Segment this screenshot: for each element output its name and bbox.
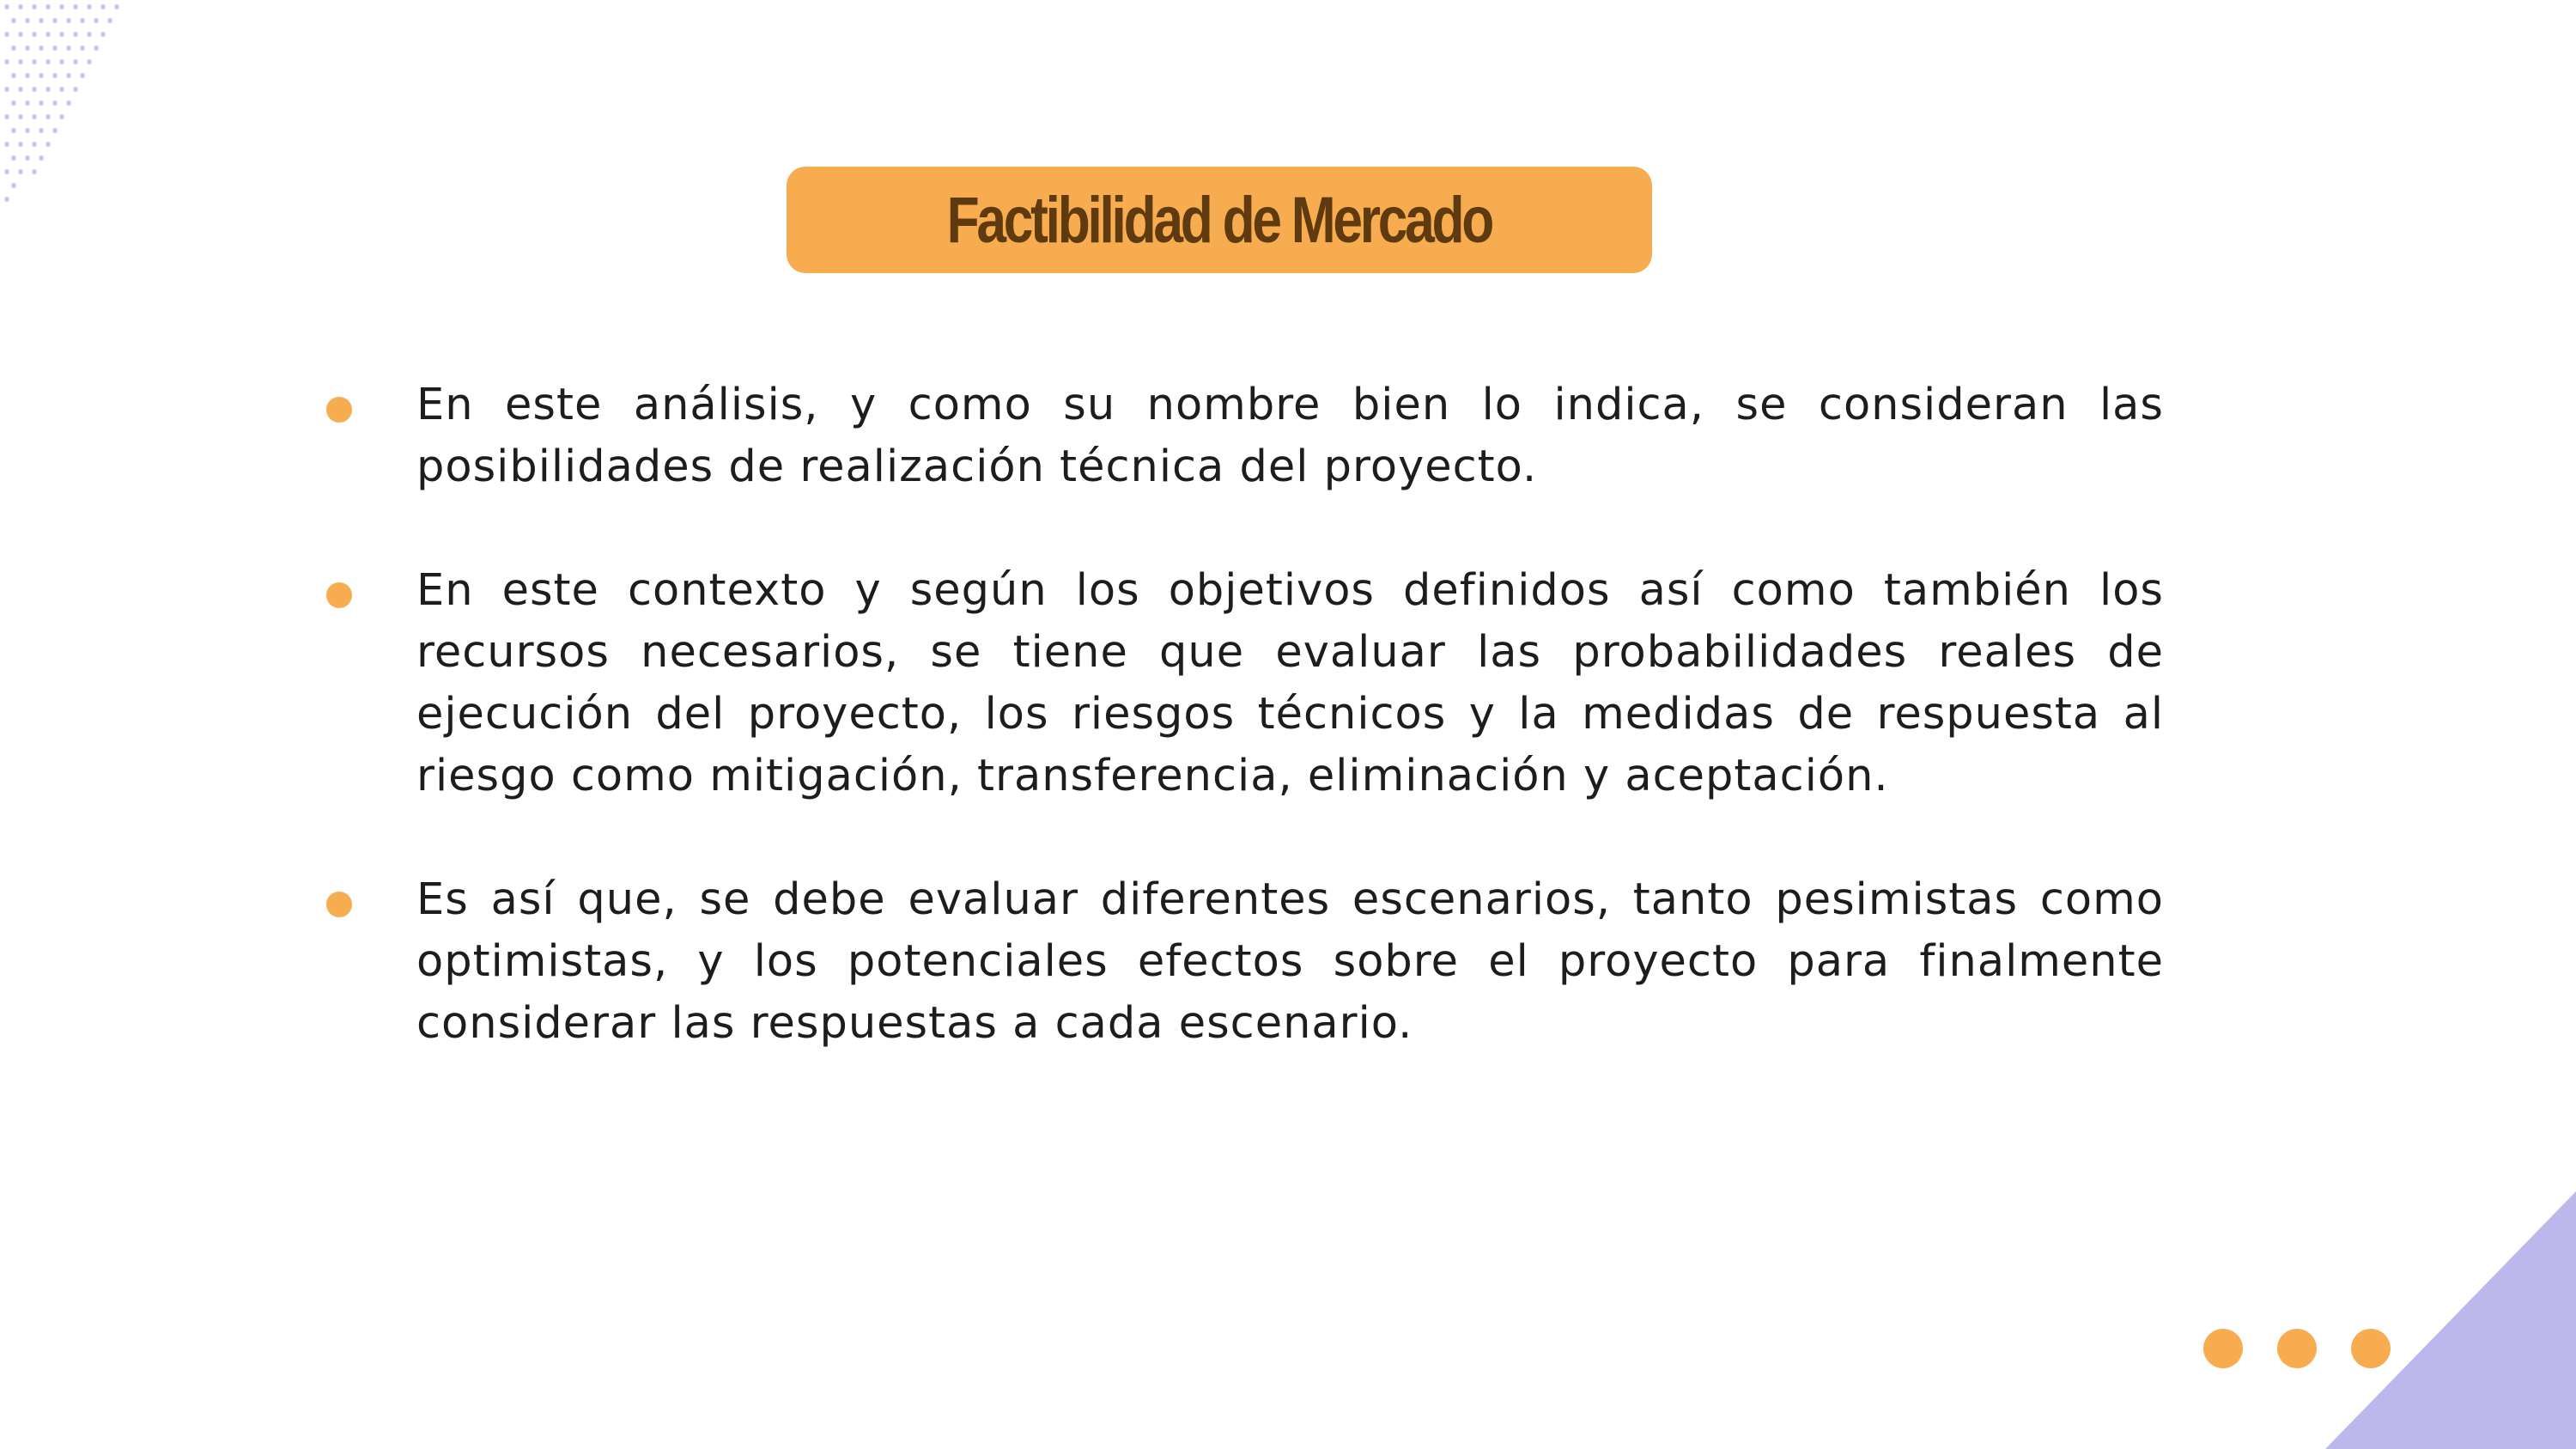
pattern-dot	[59, 59, 64, 64]
pattern-dot	[80, 18, 85, 23]
pattern-dot	[4, 197, 9, 202]
bullet-text: Es así que, se debe evaluar diferentes escenarios, tanto pesimistas como optimistas, y los potenciales efectos sobre el proyecto para finalmente considerar las respuestas a cada escenario.	[416, 874, 2164, 1049]
pattern-dot	[18, 87, 23, 92]
pattern-dot	[46, 114, 51, 119]
pattern-dot	[18, 59, 23, 64]
pattern-dot	[66, 18, 71, 23]
pattern-dot	[114, 4, 119, 9]
pattern-dot	[18, 169, 23, 174]
pattern-dot	[73, 32, 78, 37]
pattern-dot	[39, 73, 44, 78]
pattern-dot	[18, 4, 23, 9]
pattern-dot	[39, 155, 44, 161]
pattern-dot	[32, 142, 37, 147]
pattern-dot	[18, 142, 23, 147]
pattern-dot	[11, 46, 16, 51]
pattern-dot	[4, 59, 9, 64]
pattern-dot	[39, 18, 44, 23]
pattern-dot	[32, 87, 37, 92]
pattern-dot	[32, 4, 37, 9]
pattern-dot	[52, 73, 58, 78]
pattern-dot	[25, 128, 30, 133]
pattern-dot	[66, 73, 71, 78]
pattern-dot	[32, 114, 37, 119]
pattern-dot	[32, 32, 37, 37]
dotted-pattern-icon	[0, 0, 129, 215]
page-title: Factibilidad de Mercado	[946, 183, 1492, 257]
pattern-dot	[100, 32, 106, 37]
pattern-dot	[59, 114, 64, 119]
pattern-dot	[32, 169, 37, 174]
pattern-dot	[100, 4, 106, 9]
dot-icon	[2277, 1329, 2317, 1368]
pattern-dot	[4, 142, 9, 147]
pattern-dot	[25, 46, 30, 51]
pattern-dot	[25, 73, 30, 78]
pattern-dot	[11, 155, 16, 161]
pattern-dot	[52, 128, 58, 133]
pattern-dot	[25, 100, 30, 106]
pattern-dot	[18, 32, 23, 37]
pattern-dot	[66, 46, 71, 51]
pattern-dot	[25, 155, 30, 161]
bullet-dot-icon	[326, 582, 352, 608]
bullet-dot-icon	[326, 397, 352, 423]
pattern-dot	[39, 128, 44, 133]
bullet-text: En este contexto y según los objetivos definidos así como también los recursos necesarios, se tiene que evaluar las probabilidades reales de ejecución del proyecto, los riesgos técnicos y la medidas de respuesta al riesgo como mitigación, transferencia, eliminación y aceptación.	[416, 565, 2164, 801]
pattern-dot	[39, 46, 44, 51]
bullet-list	[326, 374, 2164, 1117]
bullet-text: En este análisis, y como su nombre bien lo indica, se consideran las posibilidades de realización técnica del proyecto.	[416, 380, 2164, 492]
pattern-dot	[11, 128, 16, 133]
pattern-dot	[73, 4, 78, 9]
pattern-dot	[4, 87, 9, 92]
pattern-dot	[59, 4, 64, 9]
pattern-dot	[39, 100, 44, 106]
pattern-dot	[46, 59, 51, 64]
pattern-dot	[4, 169, 9, 174]
list-item	[326, 374, 2164, 498]
pattern-dot	[107, 18, 112, 23]
pattern-dot	[46, 142, 51, 147]
bullet-dot-icon	[326, 892, 352, 917]
pattern-dot	[32, 59, 37, 64]
pattern-dot	[4, 4, 9, 9]
pattern-dot	[80, 73, 85, 78]
pattern-dot	[11, 73, 16, 78]
pattern-dot	[25, 18, 30, 23]
pattern-dot	[52, 46, 58, 51]
pattern-dot	[4, 32, 9, 37]
list-item	[326, 869, 2164, 1055]
pattern-dot	[46, 87, 51, 92]
pattern-dot	[59, 87, 64, 92]
list-item	[326, 560, 2164, 807]
pattern-dot	[59, 32, 64, 37]
triangle-icon	[2318, 1191, 2576, 1449]
pattern-dot	[73, 59, 78, 64]
pattern-dot	[11, 100, 16, 106]
pattern-dot	[87, 4, 92, 9]
title-banner	[787, 167, 1652, 273]
pattern-dot	[11, 18, 16, 23]
pattern-dot	[94, 46, 99, 51]
pattern-dot	[52, 100, 58, 106]
pattern-dot	[87, 59, 92, 64]
pattern-dot	[18, 114, 23, 119]
pattern-dot	[87, 32, 92, 37]
pattern-dot	[4, 114, 9, 119]
pattern-dot	[46, 32, 51, 37]
pattern-dot	[94, 18, 99, 23]
pattern-dot	[46, 4, 51, 9]
dot-icon	[2203, 1329, 2243, 1368]
pattern-dot	[66, 100, 71, 106]
pattern-dot	[73, 87, 78, 92]
pattern-dot	[11, 183, 16, 188]
pattern-dot	[80, 46, 85, 51]
pattern-dot	[52, 18, 58, 23]
